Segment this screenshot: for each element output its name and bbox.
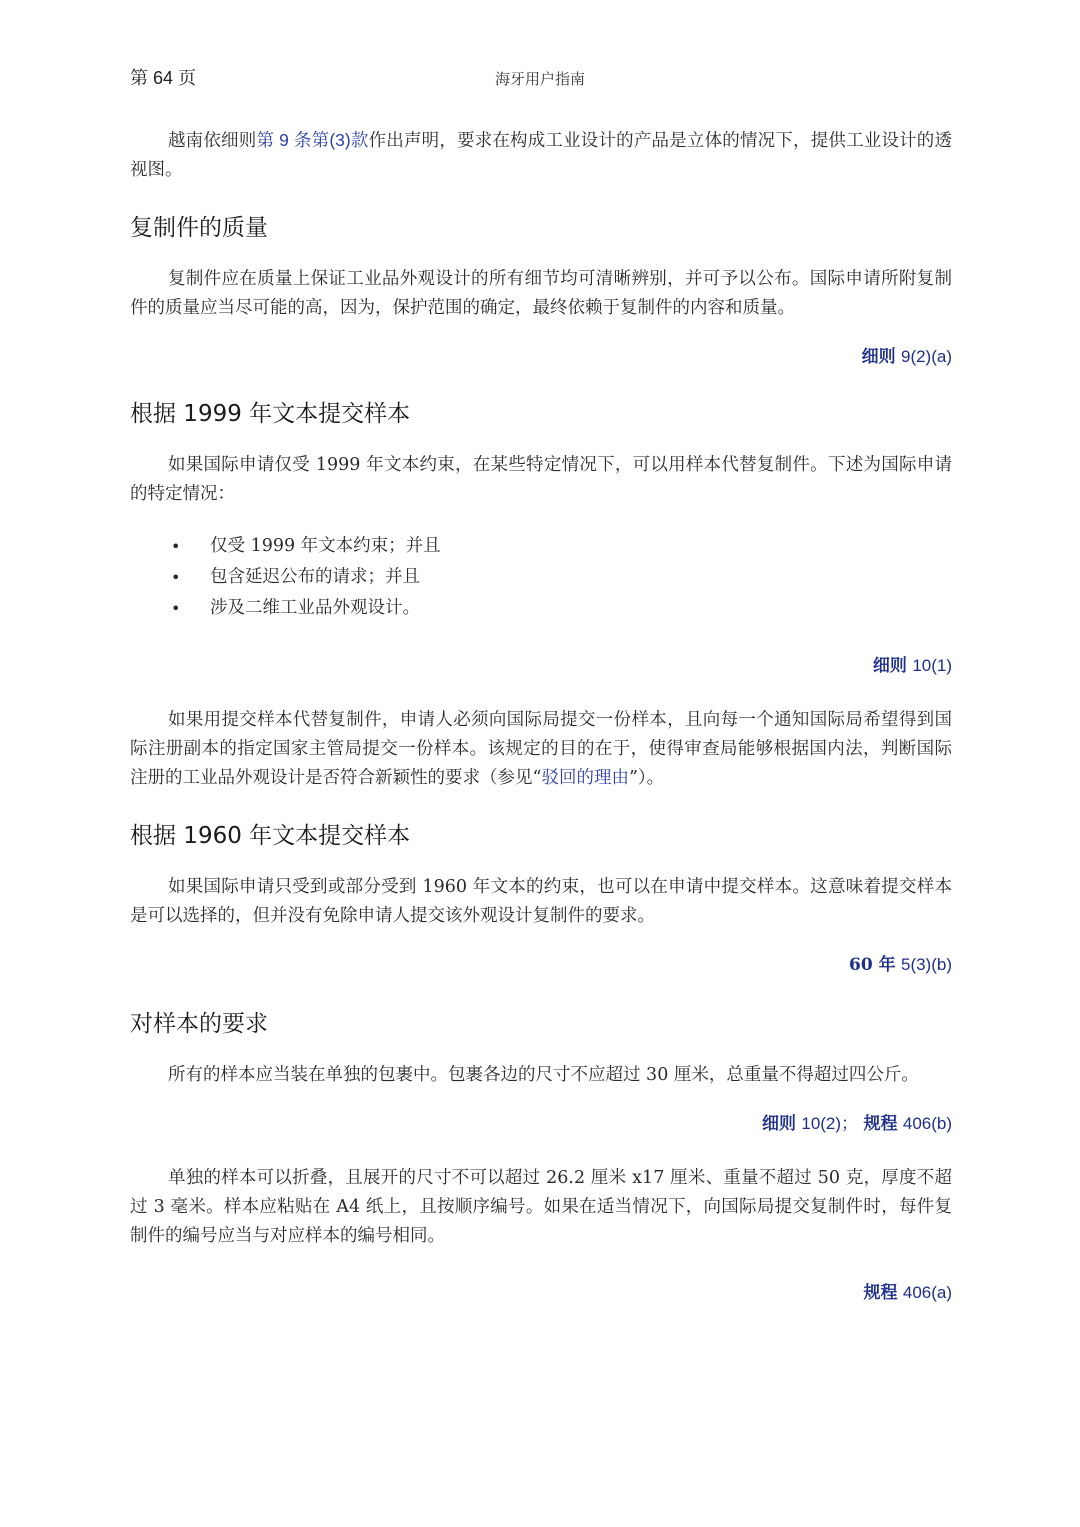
bullet-icon: • — [171, 568, 181, 587]
article-9-3-link[interactable]: 第 9 条第(3)款 — [256, 130, 369, 150]
bullet-icon: • — [171, 599, 181, 618]
requirements-ref1-label2: 规程 — [863, 1114, 898, 1134]
quality-ref-value: 9(2)(a) — [900, 347, 952, 366]
paragraph2-text-before: 如果用提交样本代替复制件，申请人必须向国际局提交一份样本，且向每一个通知国际局希望得到国际注册副本的指定国家主管局提交一份样本。该规定的目的在于，使得审查局能够根据国内法，判断国际注册的工业品外观设计是否符合新颖性的要求（参见“ — [130, 710, 952, 788]
requirements-ref1-value2: 406(b) — [902, 1114, 952, 1133]
quality-ref-label: 细则 — [861, 347, 896, 367]
section-1960-ref-value: 5(3)(b) — [900, 955, 952, 974]
intro-text-after: 作出声明，要求在构成工业设计的产品是立体的情况下，提供工业设计的透视图。 — [130, 131, 952, 180]
intro-text-before: 越南依细则 — [168, 131, 257, 151]
section-1999-paragraph-2 — [130, 706, 952, 793]
section-title-requirements: 对样本的要求 — [130, 1011, 268, 1037]
quality-paragraph: 复制件应在质量上保证工业品外观设计的所有细节均可清晰辨别，并可予以公布。国际申请所附复制件的质量应当尽可能的高，因为，保护范围的确定，最终依赖于复制件的内容和质量。 — [130, 269, 952, 318]
section-1960-ref-label: 60 年 — [849, 955, 896, 975]
list-item-text: 涉及二维工业品外观设计。 — [210, 598, 420, 618]
quality-reference — [130, 345, 952, 369]
section-title-quality: 复制件的质量 — [130, 215, 268, 241]
list-item — [130, 593, 952, 624]
page-header — [130, 64, 950, 92]
list-item-text: 包含延迟公布的请求；并且 — [210, 567, 420, 587]
running-title: 海牙用户指南 — [494, 70, 585, 88]
list-item-text: 仅受 1999 年文本约束；并且 — [210, 536, 441, 556]
list-item — [130, 562, 952, 593]
section-title-1960: 根据 1960 年文本提交样本 — [130, 823, 411, 849]
section-1960-reference — [130, 953, 952, 977]
refusal-grounds-link[interactable]: 驳回的理由 — [541, 768, 629, 788]
conditions-list — [130, 531, 952, 624]
section-1960-paragraph: 如果国际申请只受到或部分受到 1960 年文本的约束，也可以在申请中提交样本。这意味着提交样本是可以选择的，但并没有免除申请人提交该外观设计复制件的要求。 — [130, 877, 952, 926]
requirements-paragraph-2: 单独的样本可以折叠，且展开的尺寸不可以超过 26.2 厘米 x17 厘米、重量不超过 50 克，厚度不超过 3 毫米。样本应粘贴在 A4 纸上，且按顺序编号。如果在适当情况下，向国际局提交复制件时，每件复制件的编号应当与对应样本的编号相同。 — [130, 1168, 952, 1246]
requirements-ref2-label: 规程 — [863, 1283, 898, 1303]
requirements-reference-2 — [130, 1281, 952, 1305]
requirements-reference-1 — [130, 1112, 952, 1136]
intro-paragraph — [130, 126, 952, 185]
page-content — [130, 126, 952, 1305]
requirements-ref1-value: 10(2)； — [801, 1114, 859, 1133]
section-1999-reference — [130, 654, 952, 678]
list-item — [130, 531, 952, 562]
bullet-icon: • — [171, 537, 181, 556]
requirements-ref1-label: 细则 — [761, 1114, 796, 1134]
section-1999-ref-label: 细则 — [872, 656, 907, 676]
section-1999-paragraph: 如果国际申请仅受 1999 年文本约束，在某些特定情况下，可以用样本代替复制件。下述为国际申请的特定情况： — [130, 455, 952, 504]
requirements-ref2-value: 406(a) — [902, 1283, 952, 1302]
section-title-1999: 根据 1999 年文本提交样本 — [130, 401, 411, 427]
page-number: 第 64 页 — [130, 68, 197, 88]
paragraph2-text-after: ”）。 — [628, 768, 665, 788]
section-1999-ref-value: 10(1) — [912, 656, 952, 675]
requirements-paragraph: 所有的样本应当装在单独的包裹中。包裹各边的尺寸不应超过 30 厘米，总重量不得超过四公斤。 — [168, 1065, 919, 1085]
